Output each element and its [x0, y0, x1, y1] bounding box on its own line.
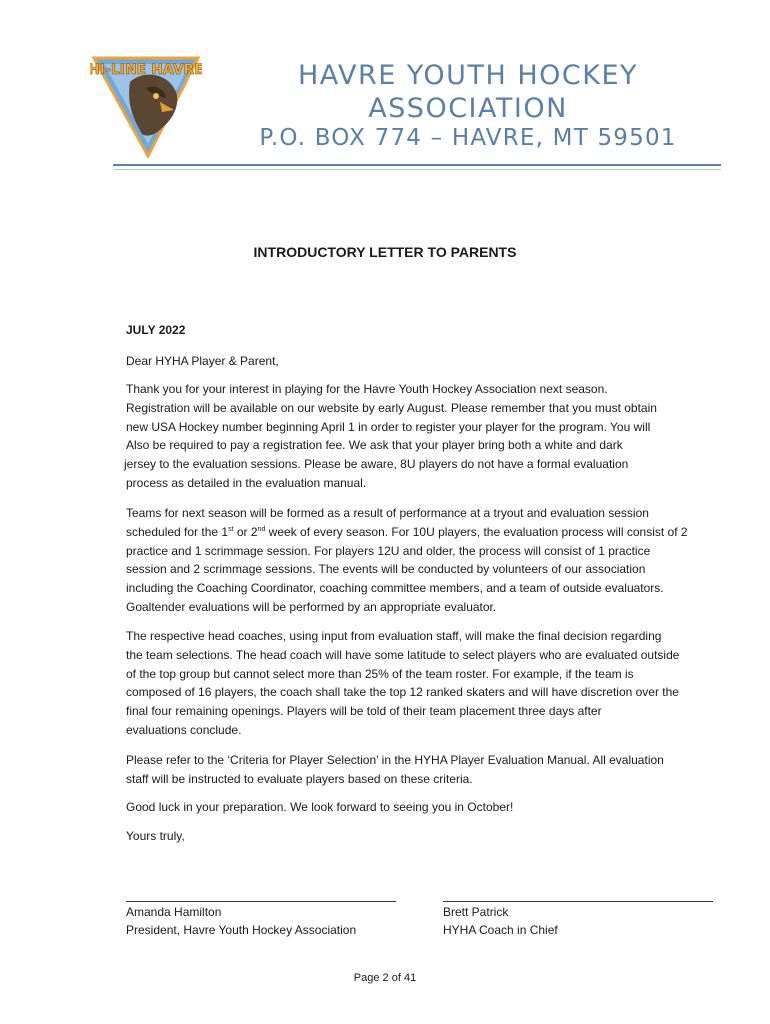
- signer-name: Brett Patrick: [443, 905, 509, 919]
- paragraph-line: Please refer to the ‘Criteria for Player Selection’ in the HYHA Player Evaluation Manual. All evaluation: [126, 753, 664, 767]
- ordinal-suffix: nd: [257, 525, 266, 533]
- text-run: or 2: [233, 524, 258, 539]
- signer-title: President, Havre Youth Hockey Association: [126, 923, 357, 937]
- paragraph-line: including the Coaching Coordinator, coaching committee members, and a team of outside evaluators.: [126, 581, 664, 596]
- closing: Yours truly,: [126, 829, 185, 843]
- paragraph-line: Goaltender evaluations will be performed by an appropriate evaluator.: [126, 599, 497, 614]
- paragraph-line: evaluations conclude.: [126, 722, 242, 737]
- ordinal-suffix: st: [228, 525, 234, 533]
- paragraph-line: new USA Hockey number beginning April 1 in order to register your player for the program. You will: [126, 419, 651, 434]
- paragraph-line: staff will be instructed to evaluate players based on these criteria.: [126, 771, 473, 786]
- org-name-line1: HAVRE YOUTH HOCKEY: [298, 60, 638, 91]
- org-name-line2: ASSOCIATION: [368, 93, 568, 124]
- paragraph-line: session and 2 scrimmage sessions. The events will be conducted by volunteers of our association: [126, 562, 646, 577]
- page-number: Page 2 of 41: [353, 972, 417, 984]
- org-address: P.O. BOX 774 – HAVRE, MT 59501: [259, 125, 677, 151]
- signer-title: HYHA Coach in Chief: [443, 923, 558, 937]
- paragraph-line: the team selections. The head coach will have some latitude to select players who are evaluated outside: [126, 647, 680, 662]
- paragraph-criteria: [126, 751, 664, 789]
- paragraph-team-selection: [126, 627, 679, 740]
- signer-name: Amanda Hamilton: [126, 905, 222, 919]
- paragraph-registration: [126, 380, 657, 493]
- paragraph-line: composed of 16 players, the coach shall take the top 12 ranked skaters and will have discretion over the: [126, 685, 679, 700]
- paragraph-line: process as detailed in the evaluation manual.: [126, 475, 367, 490]
- paragraph-line: practice and 1 scrimmage session. For players 12U and older, the process will consist of 1 practice: [126, 543, 651, 558]
- hawk-shield-logo-icon: [90, 52, 202, 158]
- good-luck-line: Good luck in your preparation. We look forward to seeing you in October!: [126, 800, 514, 814]
- paragraph-line: Teams for next season will be formed as a result of performance at a tryout and evaluation session: [126, 506, 649, 520]
- signature-line-right: [443, 901, 713, 902]
- paragraph-line: Registration will be available on our website by early August. Please remember that you must obtain: [126, 400, 657, 415]
- paragraph-line: jersey to the evaluation sessions. Please be aware, 8U players do not have a formal evaluation: [124, 457, 629, 472]
- header-divider-thin: [113, 169, 721, 170]
- signature-line-left: [126, 901, 396, 902]
- paragraph-team-formation: [126, 504, 688, 617]
- header-divider: [113, 164, 721, 166]
- hi-line-havre-logo: [90, 52, 202, 158]
- text-run: week of every season. For 10U players, the evaluation process will consist of 2: [265, 524, 688, 539]
- paragraph-line: The respective head coaches, using input from evaluation staff, will make the final decision regarding: [126, 629, 662, 643]
- logo-lettering: HI-LINE HAVRE: [90, 62, 202, 78]
- letter-date: JULY 2022: [126, 323, 186, 337]
- salutation: Dear HYHA Player & Parent,: [126, 354, 279, 368]
- letter-title: INTRODUCTORY LETTER TO PARENTS: [253, 244, 517, 260]
- paragraph-line: Also be required to pay a registration fee. We ask that your player bring both a white and dark: [126, 438, 623, 453]
- paragraph-line: Thank you for your interest in playing for the Havre Youth Hockey Association next season.: [126, 382, 608, 396]
- paragraph-line: final four remaining openings. Players will be told of their team placement three days after: [126, 704, 602, 719]
- paragraph-line: of the top group but cannot select more than 25% of the team roster. For example, if the team is: [126, 666, 634, 681]
- text-run: scheduled for the 1: [126, 524, 229, 539]
- paragraph-line: [126, 523, 688, 542]
